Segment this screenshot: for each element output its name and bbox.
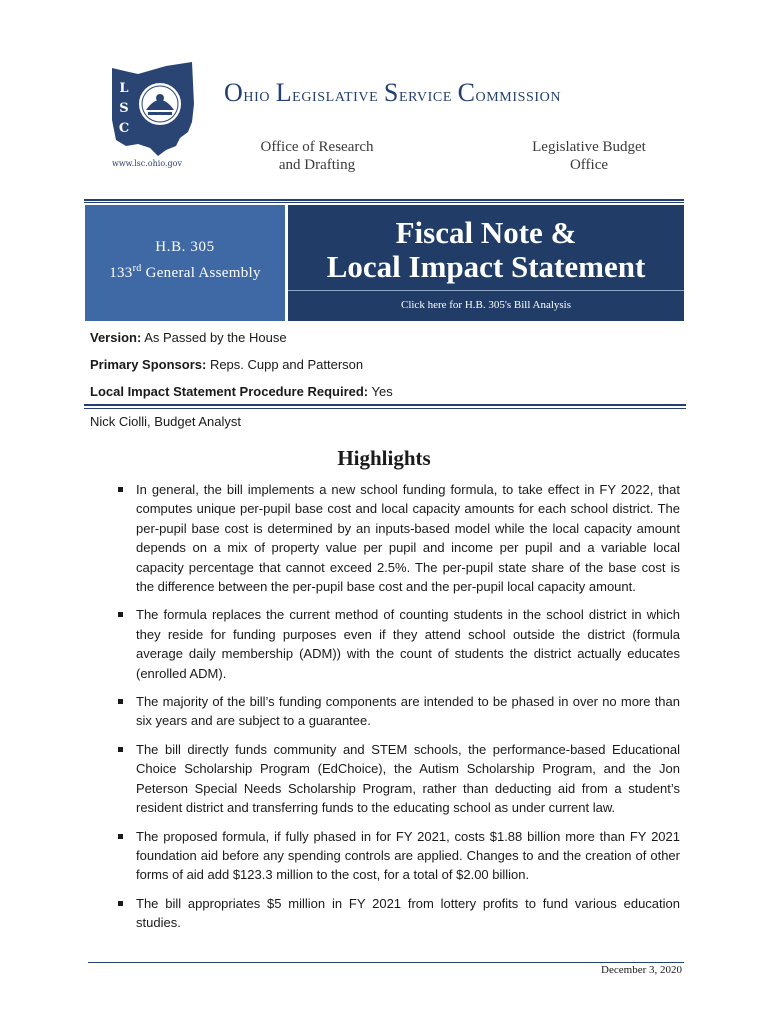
logo-website: www.lsc.ohio.gov — [111, 159, 183, 168]
highlight-item: The proposed formula, if fully phased in for FY 2021, costs $1.88 billion more than FY 2021 foundation aid before any spending controls are applied. Changes to and the creation of other forms of aid add $123.3 million to the cost, for a total of $2.00 billion. — [118, 827, 680, 885]
svg-text:S: S — [119, 101, 129, 116]
highlights-list — [118, 480, 680, 942]
document-title-line-1: Fiscal Note & — [395, 215, 577, 250]
highlights-heading: Highlights — [337, 446, 431, 470]
bullet-icon — [118, 901, 123, 906]
footer-rule — [88, 962, 684, 963]
version-line: Version: As Passed by the House — [90, 330, 287, 345]
bill-number: H.B. 305 — [155, 239, 215, 255]
organization-title — [224, 78, 561, 108]
bullet-icon — [118, 612, 123, 617]
highlight-item: In general, the bill implements a new school funding formula, to take effect in FY 2022, that computes unique per-pupil base cost and local capacity amounts for each school district. The per-pupil base cost is determined by an inputs-based model while the local capacity amount depends on a mix of property value per pupil and income per pupil and a variable local capacity percentage that cannot exceed 2.5%. The per-pupil state share of the base cost is the difference between the per-pupil base cost and the per-pupil local capacity amount. — [118, 480, 680, 596]
bill-analysis-link[interactable]: Click here for H.B. 305's Bill Analysis — [400, 299, 572, 311]
band-top-rule-thin — [84, 202, 684, 203]
title-panel-divider — [288, 290, 684, 291]
org-title-word-1: Ohio — [224, 78, 276, 107]
lsc-ohio-logo — [108, 60, 198, 158]
bullet-icon — [118, 834, 123, 839]
budget-analyst: Nick Ciolli, Budget Analyst — [90, 414, 242, 429]
sponsors-line: Primary Sponsors: Reps. Cupp and Patterson — [90, 357, 364, 372]
highlight-item: The bill directly funds community and STEM schools, the performance-based Educational Choice Scholarship Program (EdChoice), the Autism Scholarship Program, and the Jon Peterson Special Needs Scholarship Program, rather than deducting aid from a student’s resident district and transferring funds to the educating school as under current law. — [118, 740, 680, 818]
bill-info-panel — [85, 205, 285, 321]
meta-divider — [84, 404, 686, 406]
procedure-line: Local Impact Statement Procedure Required: Yes — [90, 384, 393, 399]
highlight-item: The formula replaces the current method of counting students in the school district in which they reside for funding purposes even if they attend school outside the district (formula average daily membership (ADM)) with the count of students the district actually educates (enrolled ADM). — [118, 605, 680, 683]
general-assembly: 133rd General Assembly — [109, 263, 261, 281]
document-date: December 3, 2020 — [601, 964, 682, 976]
org-title-word-4: Commission — [457, 78, 562, 107]
bullet-icon — [118, 487, 123, 492]
title-panel — [288, 205, 684, 321]
office-research-drafting: Office of Research and Drafting — [260, 139, 374, 173]
svg-text:C: C — [118, 121, 130, 136]
meta-divider-thin — [84, 408, 686, 409]
document-title-line-2: Local Impact Statement — [326, 249, 646, 284]
org-title-word-3: Service — [383, 78, 458, 107]
bullet-icon — [118, 699, 123, 704]
svg-text:L: L — [119, 81, 129, 96]
highlight-item: The bill appropriates $5 million in FY 2021 from lottery profits to fund various education studies. — [118, 894, 680, 933]
office-legislative-budget: Legislative Budget Office — [532, 139, 646, 173]
bullet-icon — [118, 747, 123, 752]
org-title-word-2: Legislative — [275, 78, 384, 107]
band-top-rule — [84, 199, 684, 201]
highlight-item: The majority of the bill’s funding components are intended to be phased in over no more than six years and are subject to a guarantee. — [118, 692, 680, 731]
